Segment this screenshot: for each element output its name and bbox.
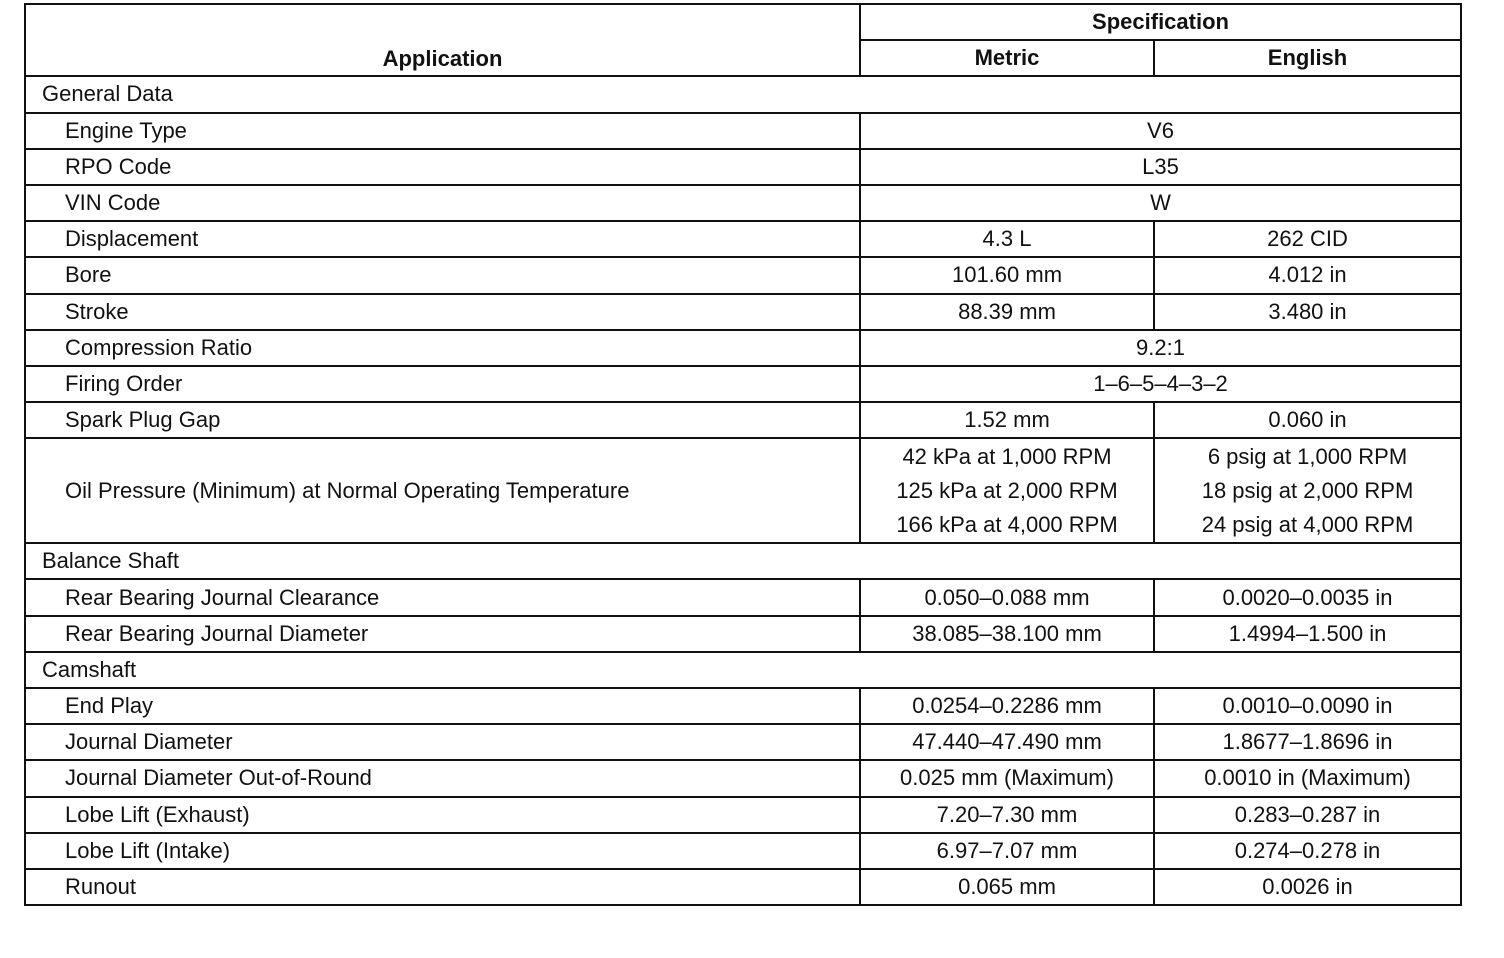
application-label: Displacement [25,221,860,257]
english-value: 0.0010–0.0090 in [1154,688,1461,724]
table-row [25,869,1461,905]
metric-value-line: 166 kPa at 4,000 RPM [896,512,1118,538]
table-row [25,616,1461,652]
application-label: End Play [25,688,860,724]
metric-value: 0.0254–0.2286 mm [860,688,1154,724]
metric-value: 7.20–7.30 mm [860,797,1154,833]
application-label: Lobe Lift (Exhaust) [25,797,860,833]
application-label: Rear Bearing Journal Diameter [25,616,860,652]
metric-value: 0.050–0.088 mm [860,579,1154,615]
english-value: 4.012 in [1154,257,1461,293]
metric-value: 4.3 L [860,221,1154,257]
english-value: 0.283–0.287 in [1154,797,1461,833]
table-row [25,257,1461,293]
table-row [25,579,1461,615]
english-value: 1.8677–1.8696 in [1154,724,1461,760]
metric-value: 1.52 mm [860,402,1154,438]
application-label: Spark Plug Gap [25,402,860,438]
application-label: Journal Diameter Out-of-Round [25,760,860,796]
header-specification: Specification [860,4,1461,40]
specification-table [24,3,1462,906]
metric-value-line: 42 kPa at 1,000 RPM [902,444,1112,470]
english-value: 0.0010 in (Maximum) [1154,760,1461,796]
english-value-list [1154,438,1461,543]
english-value: 0.060 in [1154,402,1461,438]
metric-value: 88.39 mm [860,294,1154,330]
section-row-balance-shaft [25,543,1461,579]
table-row [25,113,1461,149]
english-value: 262 CID [1154,221,1461,257]
header-row-top [25,4,1461,40]
english-value-line: 24 psig at 4,000 RPM [1201,512,1414,538]
header-english: English [1154,40,1461,76]
table-row [25,688,1461,724]
english-value-line: 18 psig at 2,000 RPM [1201,478,1414,504]
table-row [25,221,1461,257]
table-row [25,330,1461,366]
table-row [25,185,1461,221]
spec-value: L35 [860,149,1461,185]
metric-value-line: 125 kPa at 2,000 RPM [896,478,1118,504]
table-row [25,760,1461,796]
header-application: Application [25,4,860,76]
header-metric: Metric [860,40,1154,76]
english-value: 1.4994–1.500 in [1154,616,1461,652]
table-row [25,149,1461,185]
spec-value: W [860,185,1461,221]
spec-value: V6 [860,113,1461,149]
application-label: Stroke [25,294,860,330]
metric-value: 6.97–7.07 mm [860,833,1154,869]
spec-value: 1–6–5–4–3–2 [860,366,1461,402]
table-row [25,833,1461,869]
metric-value: 101.60 mm [860,257,1154,293]
table-row [25,366,1461,402]
english-value: 0.274–0.278 in [1154,833,1461,869]
application-label: Lobe Lift (Intake) [25,833,860,869]
english-value: 3.480 in [1154,294,1461,330]
english-value: 0.0020–0.0035 in [1154,579,1461,615]
application-label: Rear Bearing Journal Clearance [25,579,860,615]
application-label: Oil Pressure (Minimum) at Normal Operating Temperature [25,438,860,543]
english-value: 0.0026 in [1154,869,1461,905]
application-label: Engine Type [25,113,860,149]
section-row-general-data [25,76,1461,112]
table-row [25,294,1461,330]
metric-value-list [860,438,1154,543]
metric-value: 47.440–47.490 mm [860,724,1154,760]
section-title: Balance Shaft [25,543,1461,579]
table-row [25,724,1461,760]
section-title: General Data [25,76,1461,112]
table-row-oil-pressure [25,438,1461,543]
application-label: RPO Code [25,149,860,185]
table-row [25,402,1461,438]
metric-value: 38.085–38.100 mm [860,616,1154,652]
metric-value: 0.025 mm (Maximum) [860,760,1154,796]
section-title: Camshaft [25,652,1461,688]
application-label: Firing Order [25,366,860,402]
application-label: Bore [25,257,860,293]
metric-value: 0.065 mm [860,869,1154,905]
application-label: Journal Diameter [25,724,860,760]
application-label: Runout [25,869,860,905]
section-row-camshaft [25,652,1461,688]
spec-value: 9.2:1 [860,330,1461,366]
english-value-line: 6 psig at 1,000 RPM [1207,444,1408,470]
table-row [25,797,1461,833]
application-label: Compression Ratio [25,330,860,366]
application-label: VIN Code [25,185,860,221]
